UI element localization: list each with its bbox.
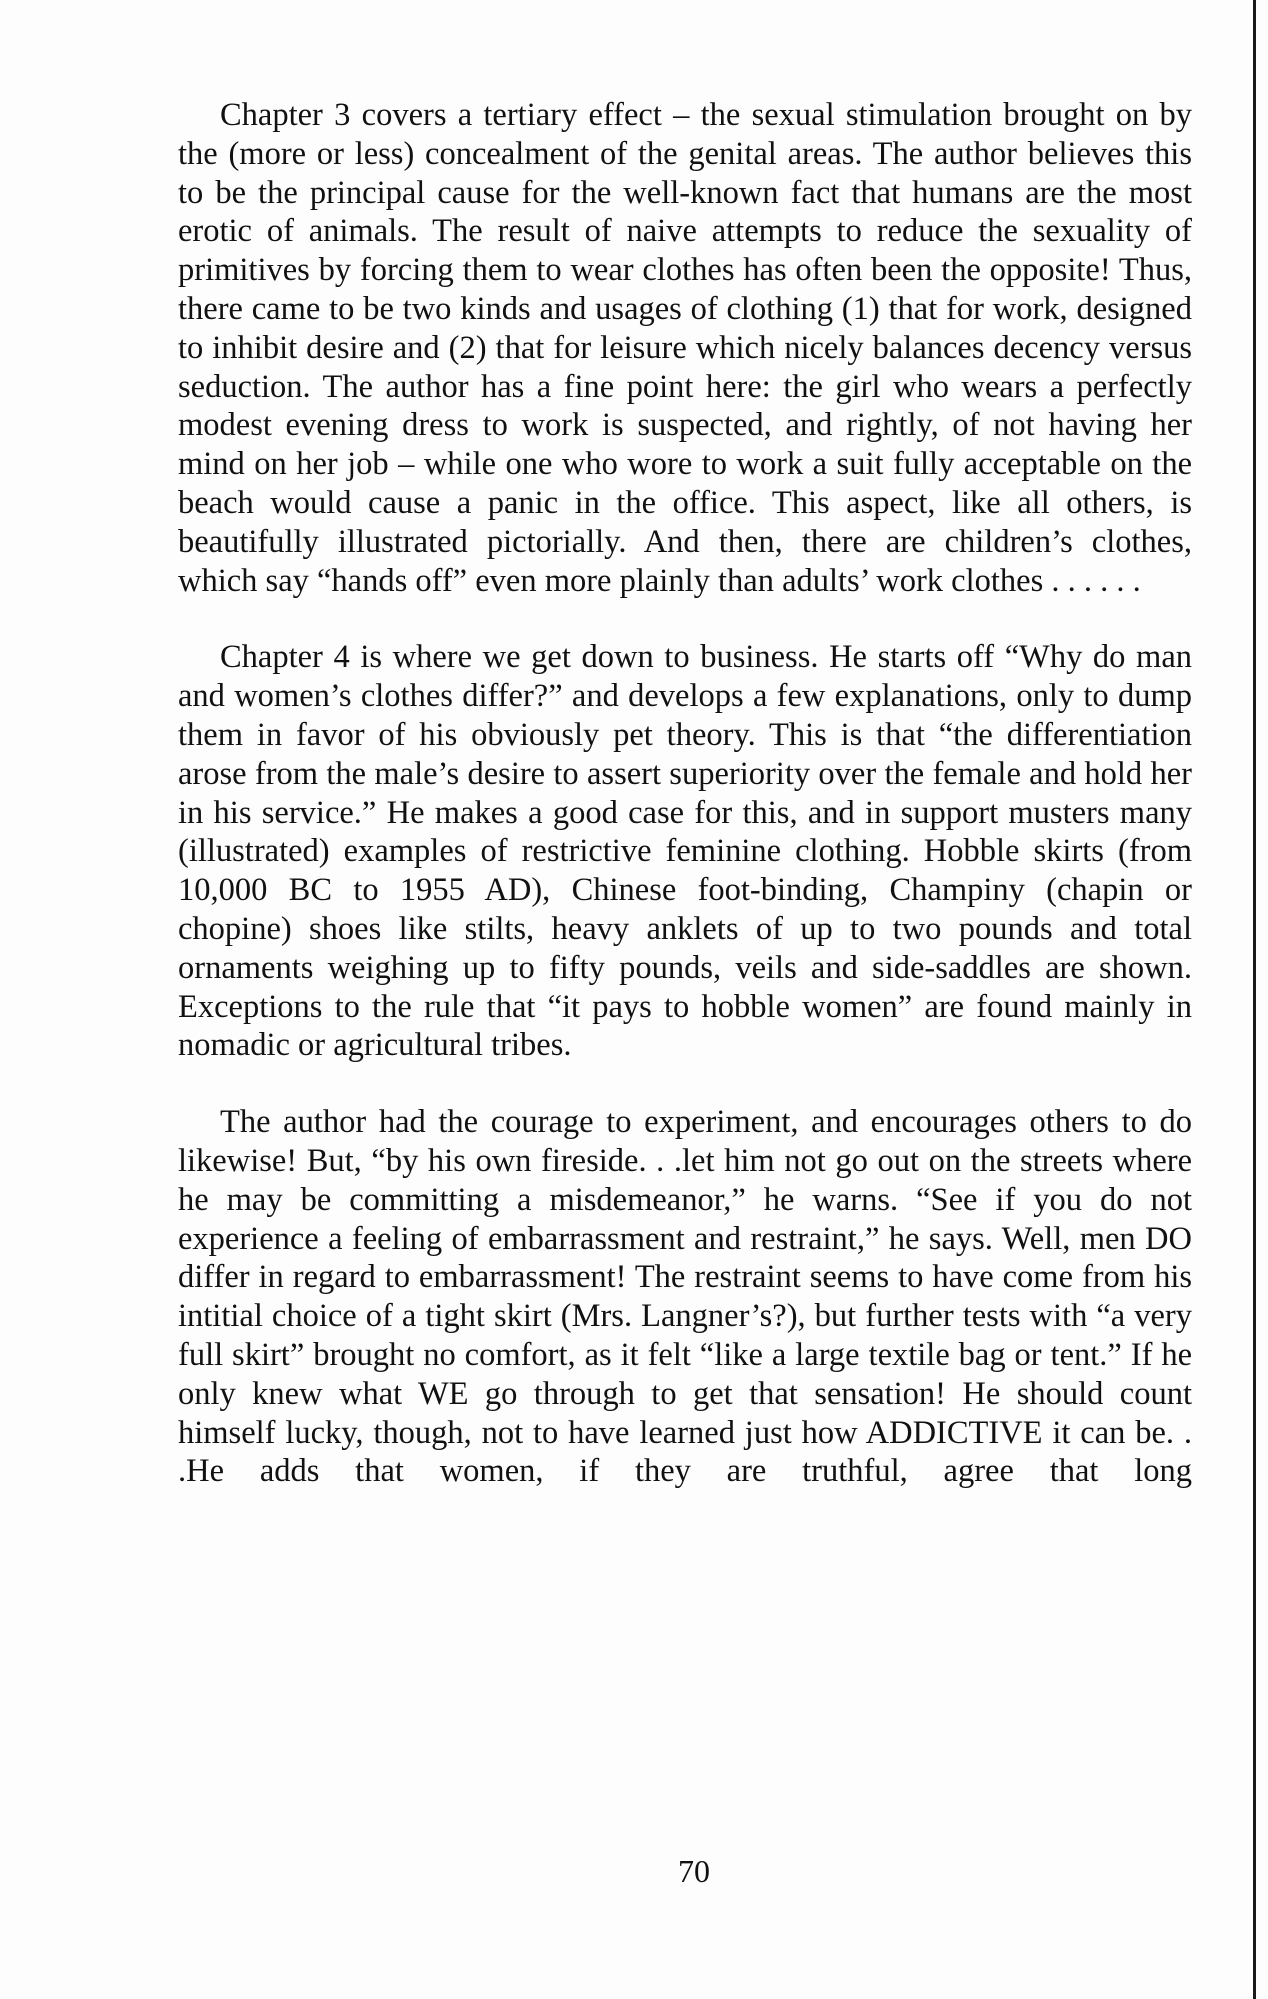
body-text: [178, 96, 1192, 1529]
paragraph-chapter-4: Chapter 4 is where we get down to business. He starts off “Why do man and women’s clothes differ?” and develops a few explanations, only to dump them in favor of his obviously pet theory. This is that “the differentiation arose from the male’s desire to assert superiority over the female and hold her in his service.” He makes a good case for this, and in support musters many (illustrated) examples of restrictive feminine clothing. Hobble skirts (from 10,000 BC to 1955 AD), Chinese foot-binding, Champiny (chapin or chopine) shoes like stilts, heavy anklets of up to two pounds and total ornaments weighing up to fifty pounds, veils and side-saddles are shown. Exceptions to the rule that “it pays to hobble women” are found mainly in nomadic or agricultural tribes.: [178, 639, 1192, 1064]
page-edge-line: [1253, 0, 1256, 1999]
page-number: 70: [678, 1853, 710, 1889]
paragraph-experiment: The author had the courage to experiment, and encourages others to do likewise! But, “by his own fireside. . .let him not go out on the streets where he may be committing a misdemeanor,” he warns. “See if you do not experience a feeling of embarrassment and restraint,” he says. Well, men DO differ in regard to embarrassment! The restraint seems to have come from his intitial choice of a tight skirt (Mrs. Langner’s?), but further tests with “a very full skirt” brought no comfort, as it felt “like a large textile bag or tent.” If he only knew what WE go through to get that sensation! He should count himself lucky, though, not to have learned just how ADDICTIVE it can be. . .He adds that women, if they are truthful, agree that long: [178, 1104, 1192, 1490]
paragraph-chapter-3: Chapter 3 covers a tertiary effect – the sexual stimulation brought on by the (more or less) concealment of the genital areas. The author believes this to be the principal cause for the well-known fact that humans are the most erotic of animals. The result of naive attempts to reduce the sexuality of primitives by forcing them to wear clothes has often been the opposite! Thus, there came to be two kinds and usages of clothing (1) that for work, designed to inhibit desire and (2) that for leisure which nicely balances decency versus seduction. The author has a fine point here: the girl who wears a perfectly modest evening dress to work is suspected, and rightly, of not having her mind on her job – while one who wore to work a suit fully acceptable on the beach would cause a panic in the office. This aspect, like all others, is beautifully illustrated pictorially. And then, there are children’s clothes, which say “hands off” even more plainly than adults’ work clothes . . . . . .: [178, 97, 1192, 599]
